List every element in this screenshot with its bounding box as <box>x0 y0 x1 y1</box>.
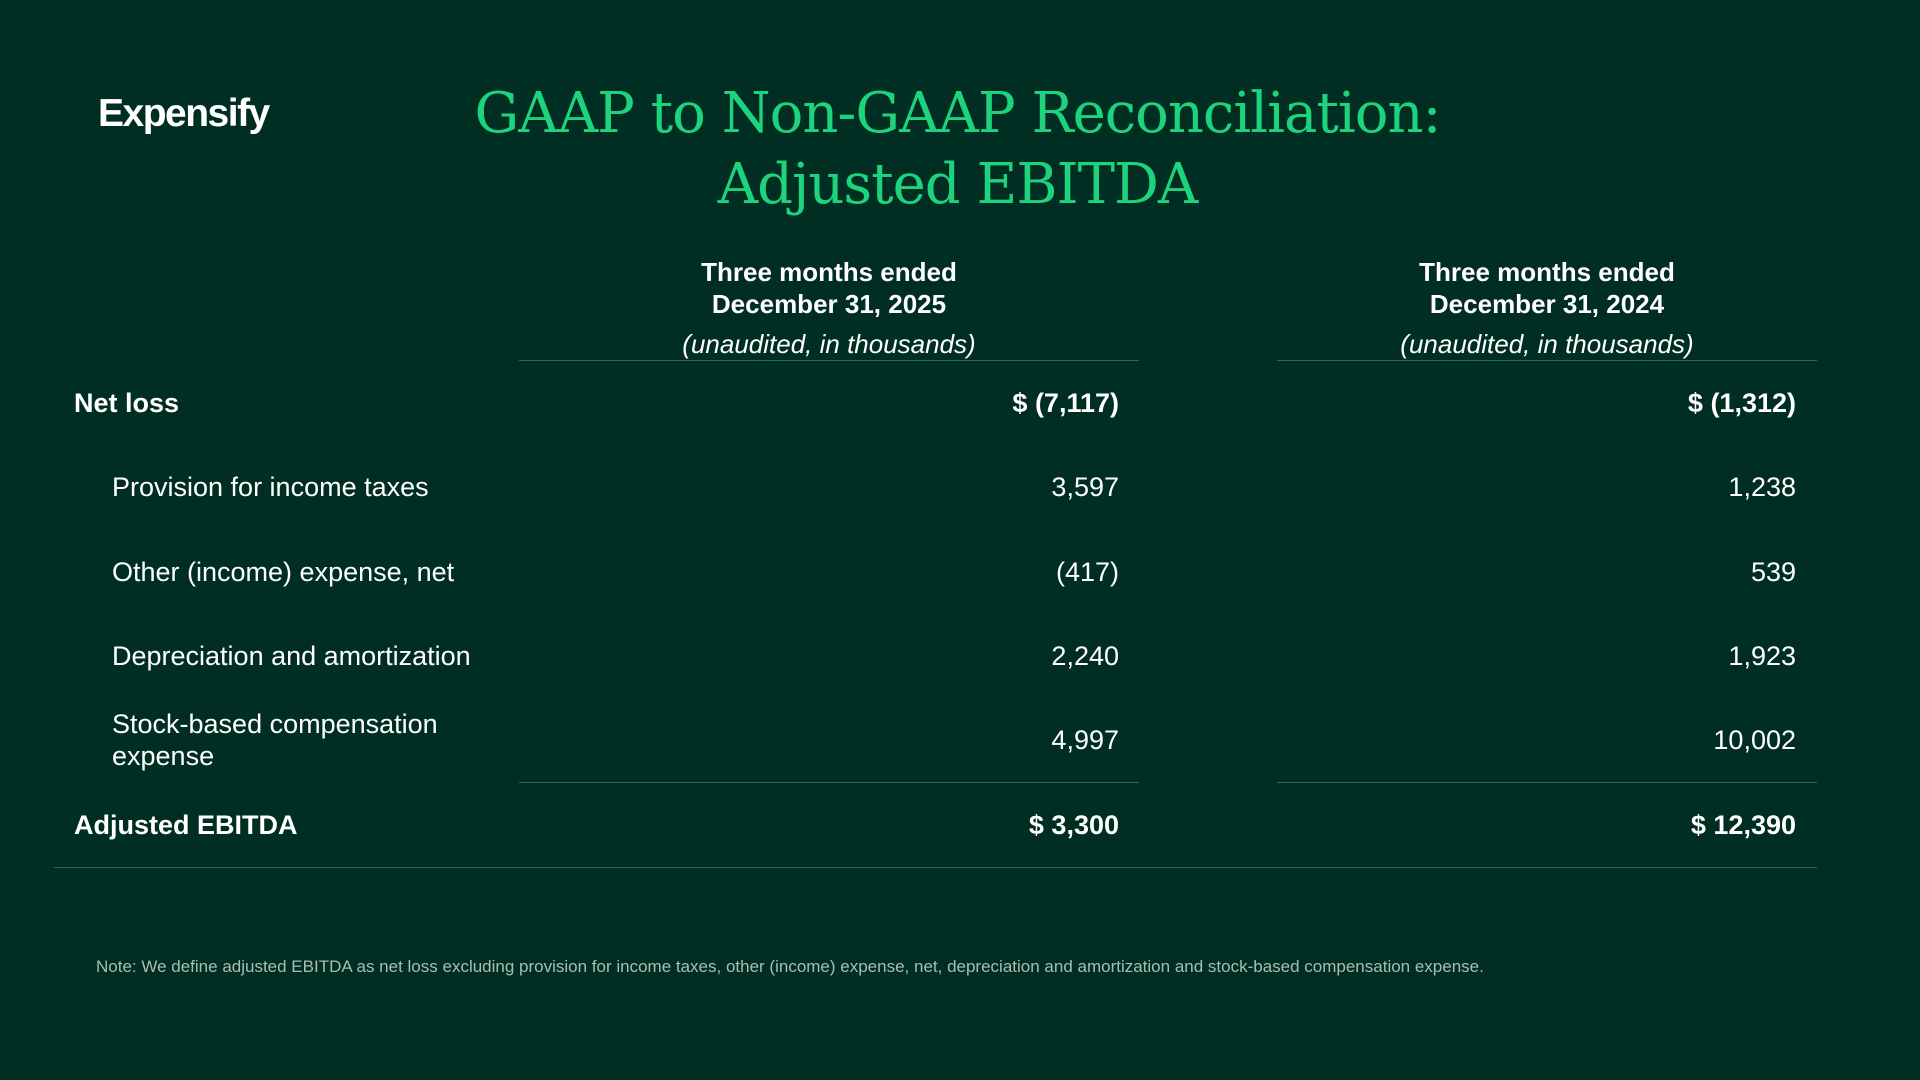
table-bottom-divider <box>54 867 1817 868</box>
row-label: Adjusted EBITDA <box>74 810 298 840</box>
row-value-2025: 2,240 <box>1051 640 1119 671</box>
column-header-2024-line-3: (unaudited, in thousands) <box>1400 329 1694 359</box>
row-label: Depreciation and amortization <box>112 641 471 671</box>
row-value-2025: $ 3,300 <box>1028 809 1119 840</box>
page-title <box>400 78 1515 220</box>
row-value-2024: $ (1,312) <box>1687 387 1796 418</box>
row-value-2024: 10,002 <box>1713 724 1796 755</box>
row-label: Provision for income taxes <box>112 472 429 502</box>
table-row-net-loss <box>0 361 1920 445</box>
row-value-2024: 1,923 <box>1728 640 1796 671</box>
column-header-2025-line-1: Three months ended <box>701 257 957 287</box>
column-header-2024-line-2: December 31, 2024 <box>1429 289 1665 319</box>
row-label: Other (income) expense, net <box>112 557 455 587</box>
table-row-adjusted-ebitda <box>0 783 1920 867</box>
row-value-2025: $ (7,117) <box>1012 387 1119 418</box>
footnote: Note: We define adjusted EBITDA as net loss excluding provision for income taxes, other (income) expense, net, depreciation and amortization and stock-based compensation expense. <box>96 957 1484 976</box>
column-header-2024 <box>1277 256 1817 360</box>
table-row-depreciation-amortization <box>0 614 1920 698</box>
page-title-line-2: Adjusted EBITDA <box>717 152 1198 217</box>
table-row-other-income-expense <box>0 530 1920 614</box>
column-header-2024-line-1: Three months ended <box>1419 257 1675 287</box>
row-value-2024: 1,238 <box>1728 471 1796 502</box>
row-value-2025: (417) <box>1055 556 1119 587</box>
row-label: Net loss <box>74 388 180 418</box>
page-title-line-1: GAAP to Non-GAAP Reconciliation: <box>474 81 1441 146</box>
table-row-stock-based-compensation <box>0 698 1920 782</box>
expensify-logo: Expensify <box>98 92 269 135</box>
column-header-2025-line-2: December 31, 2025 <box>711 289 947 319</box>
column-header-2025 <box>519 256 1139 360</box>
column-header-2025-line-3: (unaudited, in thousands) <box>682 329 976 359</box>
row-value-2025: 3,597 <box>1051 471 1119 502</box>
row-value-2024: 539 <box>1750 556 1796 587</box>
row-value-2025: 4,997 <box>1051 724 1119 755</box>
row-label: Stock-based compensation expense <box>112 709 438 771</box>
row-value-2024: $ 12,390 <box>1690 809 1796 840</box>
table-row-provision-income-taxes <box>0 445 1920 529</box>
